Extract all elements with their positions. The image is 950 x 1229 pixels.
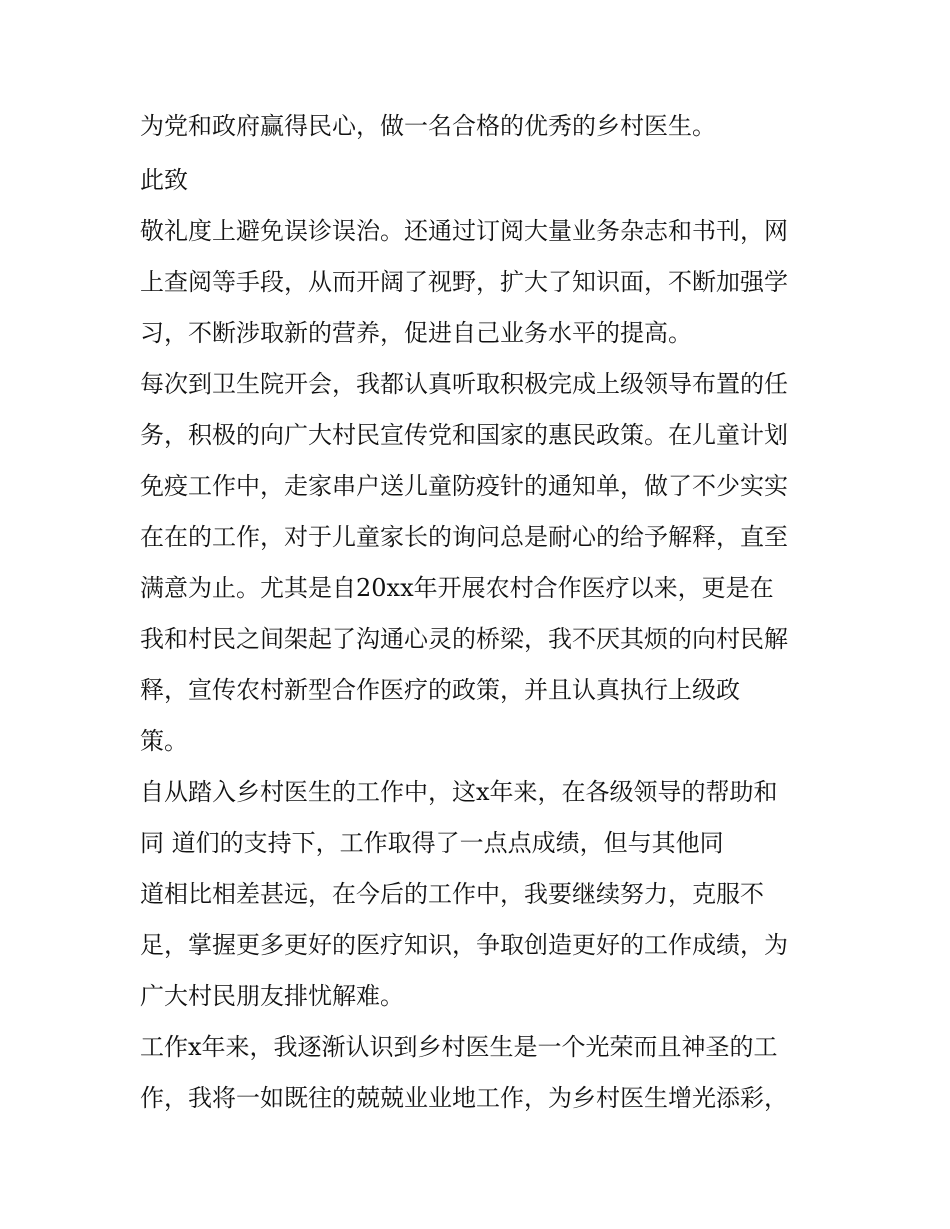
text-line: 为党和政府赢得民心，做一名合格的优秀的乡村医生。	[140, 112, 716, 140]
text-line: 工作x年来，我逐渐认识到乡村医生是一个光荣而且神圣的工	[140, 1033, 778, 1061]
text-line: 策。	[140, 727, 188, 755]
text-line: 道相比相差甚远，在今后的工作中，我要继续努力，克服不	[140, 880, 764, 908]
text-line: 足，掌握更多更好的医疗知识，争取创造更好的工作成绩，为	[140, 931, 788, 959]
text-line: 上查阅等手段，从而开阔了视野，扩大了知识面，不断加强学	[140, 268, 788, 296]
text-line: 此致	[140, 166, 188, 194]
text-line: 在在的工作，对于儿童家长的询问总是耐心的给予解释，直至	[140, 523, 788, 551]
text-line: 我和村民之间架起了沟通心灵的桥梁，我不厌其烦的向村民解	[140, 625, 788, 653]
text-line: 满意为止。尤其是自20xx年开展农村合作医疗以来，更是在	[140, 574, 774, 602]
text-line: 每次到卫生院开会，我都认真听取积极完成上级领导布置的任	[140, 370, 788, 398]
text-line: 敬礼度上避免误诊误治。还通过订阅大量业务杂志和书刊，网	[140, 217, 788, 245]
text-line: 作，我将一如既往的兢兢业业地工作，为乡村医生增光添彩，	[140, 1084, 788, 1112]
text-line: 习，不断涉取新的营养，促进自己业务水平的提高。	[140, 319, 692, 347]
text-line: 务，积极的向广大村民宣传党和国家的惠民政策。在儿童计划	[140, 421, 788, 449]
text-line: 同 道们的支持下，工作取得了一点点成绩，但与其他同	[140, 829, 724, 857]
text-line: 释，宣传农村新型合作医疗的政策，并且认真执行上级政	[140, 676, 740, 704]
text-line: 广大村民朋友排忧解难。	[140, 982, 404, 1010]
text-line: 免疫工作中，走家串户送儿童防疫针的通知单，做了不少实实	[140, 472, 788, 500]
text-line: 自从踏入乡村医生的工作中，这x年来，在各级领导的帮助和	[140, 778, 778, 806]
